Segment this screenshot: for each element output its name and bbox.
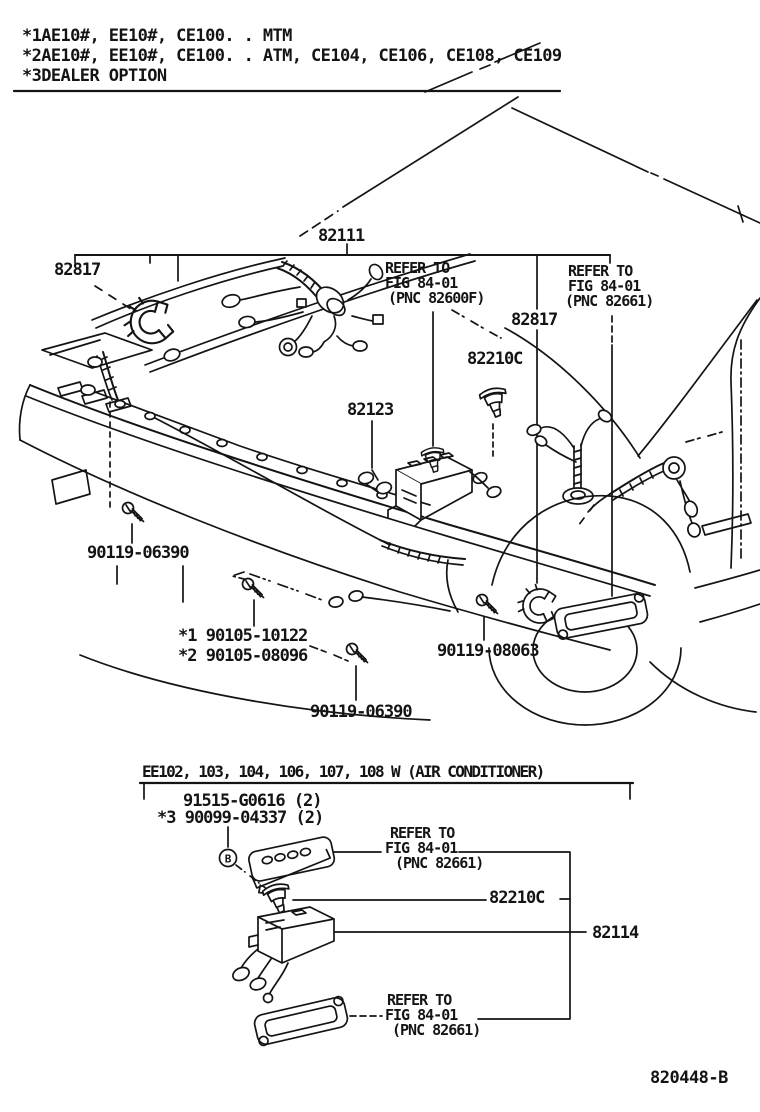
refer-note-sub-upper: REFER TO FIG 84-01 (PNC 82661) (385, 824, 484, 872)
label-90119-06390-b: 90119-06390 (310, 702, 412, 722)
grommet-82210c-drawing (479, 386, 510, 419)
label-82817-right: 82817 (511, 310, 558, 330)
bumper-drawing (19, 333, 655, 720)
label-82817-left: 82817 (54, 260, 101, 280)
marker-b: B (224, 852, 232, 866)
legend-line-1: *1AE10#, EE10#, CE100. . MTM (22, 26, 292, 46)
fender-cover-drawing (553, 592, 649, 640)
label-90105-08096: *2 90105-08096 (178, 646, 308, 666)
label-90099-04337: *3 90099-04337 (2) (157, 808, 324, 828)
label-82114: 82114 (592, 923, 639, 943)
label-82123: 82123 (347, 400, 394, 420)
car-body-upper (300, 43, 760, 236)
refer-note-fender: REFER TO FIG 84-01 (PNC 82661) (565, 262, 654, 310)
clamp-left-leader (95, 286, 131, 309)
legend-line-2: *2AE10#, EE10#, CE100. . ATM, CE104, CE106, CE108, CE109 (22, 46, 562, 66)
drawing-code: 820448-B (650, 1068, 728, 1088)
fender-harness-drawing (588, 457, 702, 539)
engine-harness-drawing (163, 261, 386, 363)
front-harness-connectors (328, 590, 450, 611)
refer-note-sub-lower: REFER TO FIG 84-01 (PNC 82661) (385, 991, 481, 1039)
refer-note-engine: REFER TO FIG 84-01 (PNC 82600F) (385, 259, 485, 307)
legend-line-3: *3DEALER OPTION (22, 66, 167, 86)
label-82210c: 82210C (467, 349, 523, 369)
screws (117, 501, 501, 700)
center-rod-drawing (526, 408, 614, 526)
connector-82123-drawing (357, 421, 392, 495)
label-90119-08063: 90119-08063 (437, 641, 539, 661)
sub-relay-block-drawing (231, 907, 334, 1003)
label-90119-06390-a: 90119-06390 (87, 543, 189, 563)
sub-figure-title: EE102, 103, 104, 106, 107, 108 W (AIR CONDITIONER) (142, 762, 544, 781)
label-82111: 82111 (318, 226, 365, 246)
label-82210c-sub: 82210C (489, 888, 545, 908)
relay-box-drawing (380, 446, 502, 612)
label-90105-10122: *1 90105-10122 (178, 626, 308, 646)
sub-cover-upper-drawing (247, 836, 338, 896)
label-91515-g0616: 91515-G0616 (2) (183, 791, 322, 811)
